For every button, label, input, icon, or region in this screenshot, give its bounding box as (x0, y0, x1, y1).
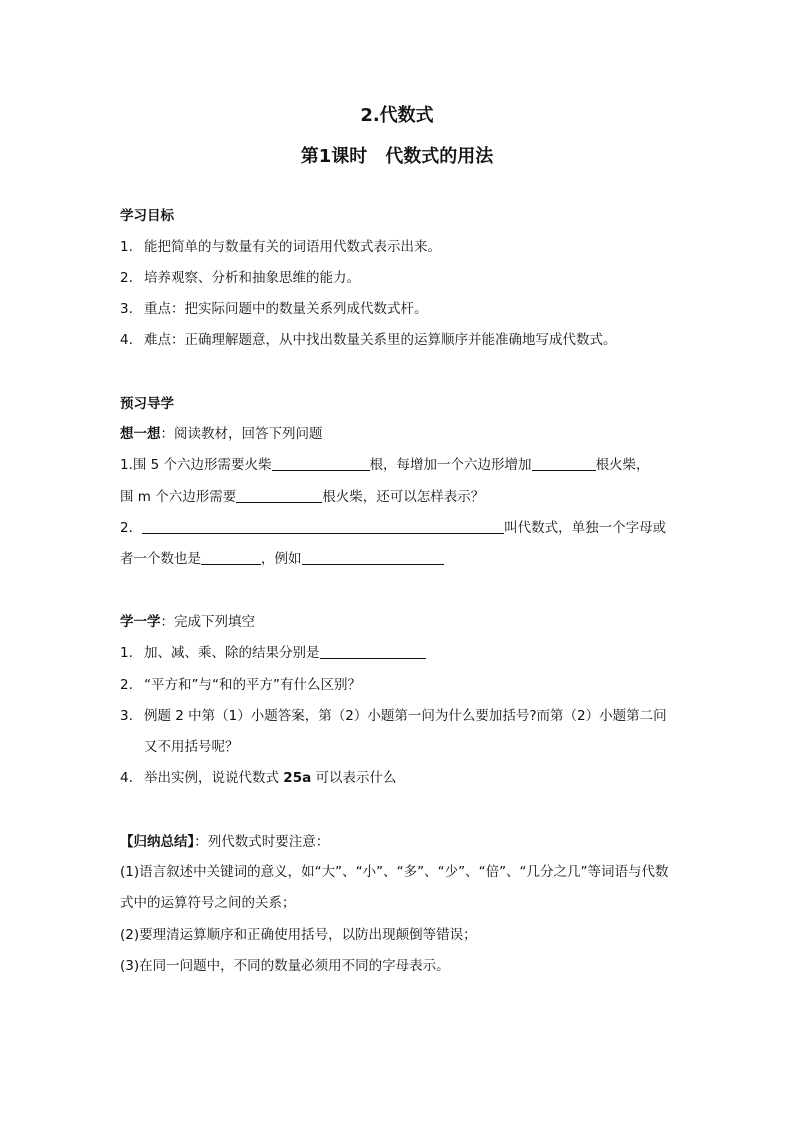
learn-item-continuation: 又不用括号呢？ (144, 739, 239, 755)
summary-line: (1)语言叙述中关键词的意义，如“大”、“小”、“多”、“少”、“倍”、“几分之几”等词语与代数 (120, 864, 669, 880)
learn-label: 学一学 (120, 614, 161, 630)
fill-blank[interactable] (272, 456, 370, 471)
fill-blank[interactable] (201, 550, 261, 565)
think-instruction: 想一想：阅读教材，回答下列问题 (120, 426, 323, 442)
objective-item: 4. 难点：正确理解题意，从中找出数量关系里的运算顺序并能准确地写成代数式。 (120, 332, 617, 348)
summary-heading: 【归纳总结】：列代数式时要注意： (120, 834, 330, 850)
summary-line: (3)在同一问题中，不同的数量必须用不同的字母表示。 (120, 958, 450, 974)
fill-blank[interactable] (532, 456, 596, 471)
objective-item: 2. 培养观察、分析和抽象思维的能力。 (120, 270, 360, 286)
question-2-line-1: 2． 叫代数式，单独一个字母或 (120, 520, 667, 536)
lesson-subtitle: 第1课时 代数式的用法 (300, 146, 494, 167)
learn-item: 1. 加、减、乘、除的结果分别是 (120, 644, 426, 662)
preview-heading: 预习导学 (120, 396, 174, 412)
fill-blank[interactable] (236, 488, 322, 503)
fill-blank[interactable] (320, 644, 426, 659)
objective-item: 1. 能把简单的与数量有关的词语用代数式表示出来。 (120, 239, 441, 255)
summary-label: 【归纳总结】 (120, 834, 195, 850)
summary-line: (2)要理清运算顺序和正确使用括号，以防出现颠倒等错误； (120, 927, 477, 943)
question-1-line-1: 1.围 5 个六边形需要火柴 根，每增加一个六边形增加 根火柴， (120, 457, 650, 473)
learn-item: 2. “平方和”与“和的平方”有什么区别？ (120, 677, 361, 693)
objectives-heading: 学习目标 (120, 208, 174, 224)
summary-line: 式中的运算符号之间的关系； (120, 895, 296, 911)
fill-blank[interactable] (142, 519, 504, 534)
objective-item: 3. 重点：把实际问题中的数量关系列成代数式杆。 (120, 301, 428, 317)
fill-blank[interactable] (302, 550, 444, 565)
learn-item: 3. 例题 2 中第（1）小题答案，第（2）小题第一问为什么要加括号?而第（2）小题第二问 (120, 708, 667, 724)
learn-item: 4. 举出实例，说说代数式 25a 可以表示什么 (120, 770, 397, 786)
question-2-line-2: 者一个数也是 ，例如 (120, 550, 444, 568)
think-label: 想一想 (120, 426, 161, 442)
page-title: 2.代数式 (360, 105, 434, 126)
question-1-line-2: 围 m 个六边形需要 根火柴，还可以怎样表示？ (120, 489, 485, 505)
learn-instruction: 学一学：完成下列填空 (120, 614, 255, 630)
